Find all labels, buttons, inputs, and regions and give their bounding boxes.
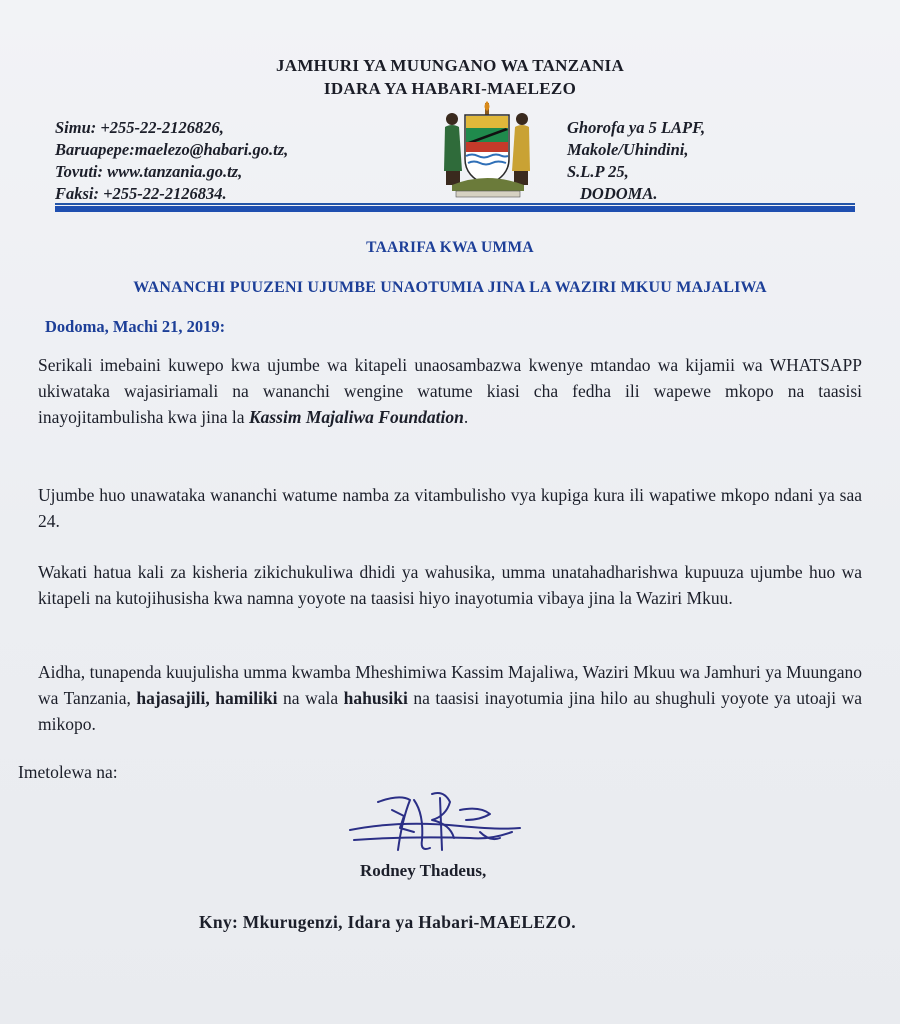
header-divider-thin	[55, 203, 855, 205]
on-behalf-line: Kny: Mkurugenzi, Idara ya Habari-MAELEZO.	[199, 912, 576, 932]
area-line: Makole/Uhindini,	[567, 140, 689, 159]
contact-block-left	[55, 117, 288, 205]
email-line: Baruapepe:maelezo@habari.go.tz,	[55, 140, 289, 159]
website-line: Tovuti: www.tanzania.go.tz,	[55, 162, 243, 181]
paragraph-1	[38, 352, 862, 430]
paragraph-1-end: .	[463, 407, 469, 427]
paragraph-4-part1: Aidha, tunapenda kuujulisha umma kwamba Mheshimiwa Kassim Majaliwa, Waziri Mkuu wa Jamhuri ya Muungano wa Tanzania,	[38, 662, 862, 708]
floor-line: Ghorofa ya 5 LAPF,	[567, 118, 706, 137]
paragraph-4-part3: na taasisi inayotumia jina hilo au shughuli yoyote ya utoaji wa mikopo.	[38, 688, 862, 734]
city-line: DODOMA.	[580, 184, 658, 203]
header-divider-thick	[55, 206, 855, 212]
phone-line: Simu: +255-22-2126826,	[55, 118, 224, 137]
bold-hahusiki: hahusiki	[343, 688, 408, 708]
tanzania-coat-of-arms-icon	[432, 101, 542, 201]
fax-line: Faksi: +255-22-2126834.	[55, 184, 227, 203]
paragraph-3: Wakati hatua kali za kisheria zikichukuliwa dhidi ya wahusika, umma unatahadharishwa kupuuza ujumbe huo wa kitapeli na kutojihusisha kwa namna yoyote na taasisi hiyo inayotumia vibaya jina la Waziri Mkuu.	[38, 562, 862, 608]
contact-block-right	[567, 117, 705, 205]
po-box-line: S.L.P 25,	[567, 162, 629, 181]
bold-hamiliki: hamiliki	[215, 688, 278, 708]
header-department: IDARA YA HABARI-MAELEZO	[323, 79, 577, 98]
bold-hajasajili: hajasajili,	[136, 688, 210, 708]
foundation-name: Kassim Majaliwa Foundation	[248, 407, 464, 427]
paragraph-2: Ujumbe huo unawataka wananchi watume namba za vitambulisho vya kupiga kura ili wapatiwe mkopo ndani ya saa 24.	[38, 485, 862, 531]
signer-name: Rodney Thadeus,	[360, 861, 487, 880]
header-country: JAMHURI YA MUUNGANO WA TANZANIA	[275, 56, 625, 75]
notice-title: TAARIFA KWA UMMA	[366, 239, 534, 256]
paragraph-4	[38, 659, 862, 737]
paragraph-4-part2: na wala	[277, 688, 344, 708]
paragraph-1-text: Serikali imebaini kuwepo kwa ujumbe wa kitapeli unaosambazwa kwenye mtandao wa kijamii wa WHATSAPP ukiwataka wajasiriamali na wananchi wengine watume kiasi cha fedha ili wapewe mkopo na taasisi inayojitambulisha kwa jina la	[38, 355, 862, 427]
headline: WANANCHI PUUZENI UJUMBE UNAOTUMIA JINA LA WAZIRI MKUU MAJALIWA	[133, 279, 767, 296]
dateline: Dodoma, Machi 21, 2019:	[45, 317, 226, 336]
issued-by-label: Imetolewa na:	[18, 762, 118, 782]
